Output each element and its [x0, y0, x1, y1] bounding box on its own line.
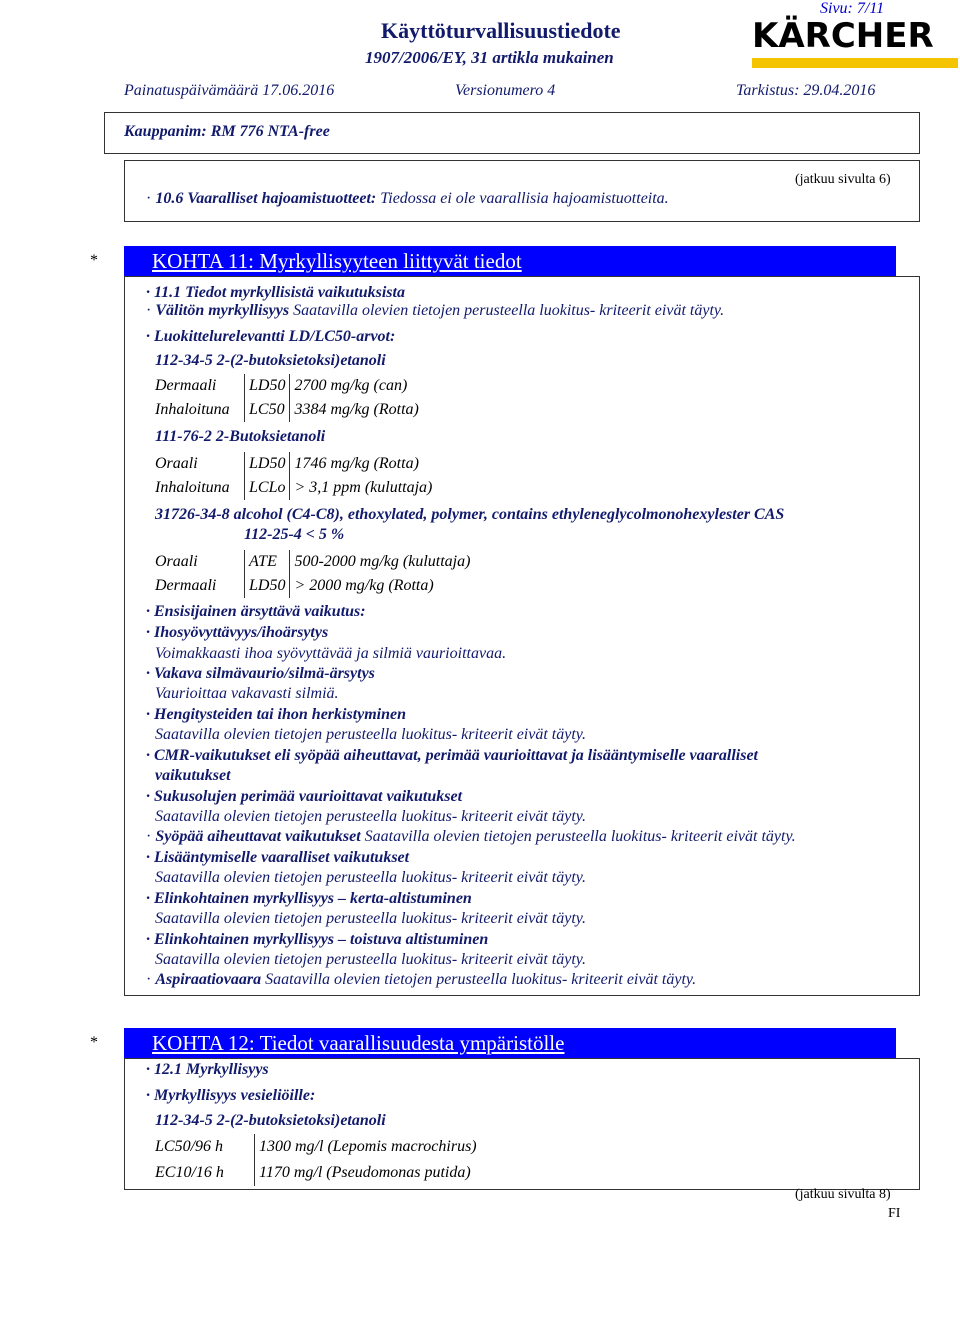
- route: Dermaali: [151, 574, 245, 598]
- asp-label: Aspiraatiovaara: [155, 971, 262, 988]
- table-row: [151, 398, 423, 422]
- route: Inhaloituna: [151, 476, 245, 500]
- value: 1170 mg/l (Pseudomonas putida): [259, 1164, 471, 1181]
- stot-se-title: Elinkohtainen myrkyllisyys – kerta-altistuminen: [154, 890, 472, 907]
- substance-2: 111-76-2 2-Butoksietanoli: [155, 428, 326, 445]
- substance-1-table: [151, 374, 423, 422]
- value-type: LD50: [245, 574, 290, 598]
- stot-re-label: · Elinkohtainen myrkyllisyys – toistuva altistuminen: [146, 931, 489, 948]
- germ-cell-text: Saatavilla olevien tietojen perusteella luokitus- kriteerit eivät täyty.: [155, 808, 586, 825]
- logo-stripe: [752, 58, 958, 68]
- revision-date: Tarkistus: 29.04.2016: [736, 82, 876, 99]
- repr-label: Lisääntymiselle vaaralliset vaikutukset: [154, 849, 410, 866]
- sensitisation-text: Saatavilla olevien tietojen perusteella luokitus- kriteerit eivät täyty.: [155, 726, 586, 743]
- language-code: FI: [888, 1206, 901, 1221]
- skin-corrosion-text: Voimakkaasti ihoa syövyttävää ja silmiä vaurioittavaa.: [155, 645, 507, 662]
- value-type: LD50: [245, 374, 290, 398]
- page-number: Sivu: 7/11: [820, 0, 885, 17]
- acute-label: Välitön myrkyllisyys: [155, 302, 290, 319]
- value: 1300 mg/l (Lepomis macrochirus): [259, 1138, 477, 1155]
- value-type: LCLo: [245, 476, 290, 500]
- value: > 2000 mg/kg (Rotta): [294, 577, 434, 594]
- eye-damage-text: Vaurioittaa vakavasti silmiä.: [155, 685, 339, 702]
- route: Inhaloituna: [151, 398, 245, 422]
- route: Dermaali: [151, 374, 245, 398]
- substance-3-line1: 31726-34-8 alcohol (C4-C8), ethoxylated, polymer, contains ethyleneglycolmonohexylester CAS: [155, 506, 785, 523]
- s12-table: [151, 1134, 481, 1186]
- section12-title: KOHTA 12: Tiedot vaarallisuudesta ympäristölle: [152, 1031, 565, 1055]
- aquatic-toxicity: · Myrkyllisyys vesieliöille:: [146, 1087, 316, 1104]
- stot-se-label: · Elinkohtainen myrkyllisyys – kerta-altistuminen: [146, 890, 472, 907]
- document-subtitle: 1907/2006/EY, 31 artikla mukainen: [365, 48, 614, 67]
- carc-text: Saatavilla olevien tietojen perusteella luokitus- kriteerit eivät täyty.: [364, 828, 796, 845]
- germ-label: Sukusolujen perimää vaurioittavat vaikutukset: [154, 788, 463, 805]
- s10-hazardous-decomposition: · 10.6 Vaaralliset hajoamistuotteet: Tiedossa ei ole vaarallisia hajoamistuotteita.: [146, 190, 669, 207]
- route: Oraali: [151, 550, 245, 574]
- value-type: EC10/16 h: [151, 1160, 255, 1186]
- carc-label: Syöpää aiheuttavat vaikutukset: [155, 828, 361, 845]
- ld-header-label: Luokittelurelevantti LD/LC50-arvot:: [154, 328, 396, 345]
- section11-title: KOHTA 11: Myrkyllisyyteen liittyvät tiedot: [152, 249, 522, 273]
- substance-2-table: [151, 452, 436, 500]
- table-row: [151, 1134, 481, 1160]
- value-type: LC50: [245, 398, 290, 422]
- continued-from: (jatkuu sivulta 6): [795, 172, 891, 187]
- cmr-line2: vaikutukset: [155, 767, 231, 784]
- acute-toxicity: · Välitön myrkyllisyys Saatavilla olevien tietojen perusteella luokitus- kriteerit eivät täyty.: [146, 302, 725, 319]
- value: 1746 mg/kg (Rotta): [294, 455, 419, 472]
- aspiration-hazard: · Aspiraatiovaara Saatavilla olevien tietojen perusteella luokitus- kriteerit eivät täyty.: [146, 971, 697, 988]
- eye-label: Vakava silmävaurio/silmä-ärsytys: [154, 665, 375, 682]
- stot-se-text: Saatavilla olevien tietojen perusteella luokitus- kriteerit eivät täyty.: [155, 910, 586, 927]
- germ-cell-label: · Sukusolujen perimää vaurioittavat vaikutukset: [146, 788, 463, 805]
- primary-irritant: · Ensisijainen ärsyttävä vaikutus:: [146, 603, 366, 620]
- aquatic-label: Myrkyllisyys vesieliöille:: [154, 1087, 316, 1104]
- sens-label: Hengitysteiden tai ihon herkistyminen: [154, 706, 407, 723]
- cmr-label: CMR-vaikutukset eli syöpää aiheuttavat, perimää vaurioittavat ja lisääntymiselle vaaralliset: [154, 747, 758, 764]
- s12-subsection: · 12.1 Myrkyllisyys: [146, 1061, 269, 1078]
- product-name: Kauppanim: RM 776 NTA-free: [124, 123, 330, 140]
- acute-text: Saatavilla olevien tietojen perusteella luokitus- kriteerit eivät täyty.: [293, 302, 725, 319]
- table-row: [151, 550, 474, 574]
- reproductive-text: Saatavilla olevien tietojen perusteella luokitus- kriteerit eivät täyty.: [155, 869, 586, 886]
- print-date: Painatuspäivämäärä 17.06.2016: [124, 82, 335, 99]
- document-title: Käyttöturvallisuustiedote: [381, 18, 621, 43]
- value: 3384 mg/kg (Rotta): [294, 401, 419, 418]
- table-row: [151, 1160, 481, 1186]
- substance-1: 112-34-5 2-(2-butoksietoksi)etanoli: [155, 352, 386, 369]
- section12-header-bar: [124, 1028, 896, 1058]
- substance-3-line2: 112-25-4 < 5 %: [244, 526, 345, 543]
- sensitisation-label: · Hengitysteiden tai ihon herkistyminen: [146, 706, 407, 723]
- skin-label: Ihosyövyttävyys/ihoärsytys: [154, 624, 329, 641]
- table-row: [151, 476, 436, 500]
- route: Oraali: [151, 452, 245, 476]
- table-row: [151, 452, 436, 476]
- value: 2700 mg/kg (can): [294, 377, 408, 394]
- s12-sub-label: 12.1 Myrkyllisyys: [154, 1061, 269, 1078]
- reproductive-label: · Lisääntymiselle vaaralliset vaikutukset: [146, 849, 410, 866]
- skin-corrosion-label: · Ihosyövyttävyys/ihoärsytys: [146, 624, 329, 641]
- value-type: LD50: [245, 452, 290, 476]
- karcher-logo: KÄRCHER: [752, 16, 934, 56]
- section11-header-bar: [124, 246, 896, 276]
- stot-re-title: Elinkohtainen myrkyllisyys – toistuva altistuminen: [154, 931, 489, 948]
- table-row: [151, 574, 474, 598]
- ld-header: · Luokittelurelevantti LD/LC50-arvot:: [146, 328, 396, 345]
- s11-sub-label: 11.1 Tiedot myrkyllisistä vaikutuksista: [154, 284, 405, 301]
- carcinogenicity: · Syöpää aiheuttavat vaikutukset Saatavilla olevien tietojen perusteella luokitus- kriteerit eivät täyty.: [146, 828, 796, 845]
- s10-text: Tiedossa ei ole vaarallisia hajoamistuotteita.: [380, 190, 669, 207]
- version-number: Versionumero 4: [455, 82, 556, 99]
- value-type: LC50/96 h: [151, 1134, 255, 1160]
- table-row: [151, 374, 423, 398]
- value-type: ATE: [245, 550, 290, 574]
- primary-label: Ensisijainen ärsyttävä vaikutus:: [154, 603, 366, 620]
- continued-to: (jatkuu sivulta 8): [795, 1187, 891, 1202]
- value: 500-2000 mg/kg (kuluttaja): [294, 553, 471, 570]
- cmr-line1: · CMR-vaikutukset eli syöpää aiheuttavat, perimää vaurioittavat ja lisääntymiselle vaaralliset: [146, 747, 758, 764]
- section11-star: *: [90, 252, 98, 269]
- section12-star: *: [90, 1034, 98, 1051]
- substance-3-table: [151, 550, 474, 598]
- asp-text: Saatavilla olevien tietojen perusteella luokitus- kriteerit eivät täyty.: [265, 971, 697, 988]
- eye-damage-label: · Vakava silmävaurio/silmä-ärsytys: [146, 665, 375, 682]
- stot-re-text: Saatavilla olevien tietojen perusteella luokitus- kriteerit eivät täyty.: [155, 951, 586, 968]
- value: > 3,1 ppm (kuluttaja): [294, 479, 433, 496]
- s10-label: 10.6 Vaaralliset hajoamistuotteet:: [155, 190, 377, 207]
- s12-substance: 112-34-5 2-(2-butoksietoksi)etanoli: [155, 1112, 386, 1129]
- s11-subsection: · 11.1 Tiedot myrkyllisistä vaikutuksista: [146, 284, 405, 301]
